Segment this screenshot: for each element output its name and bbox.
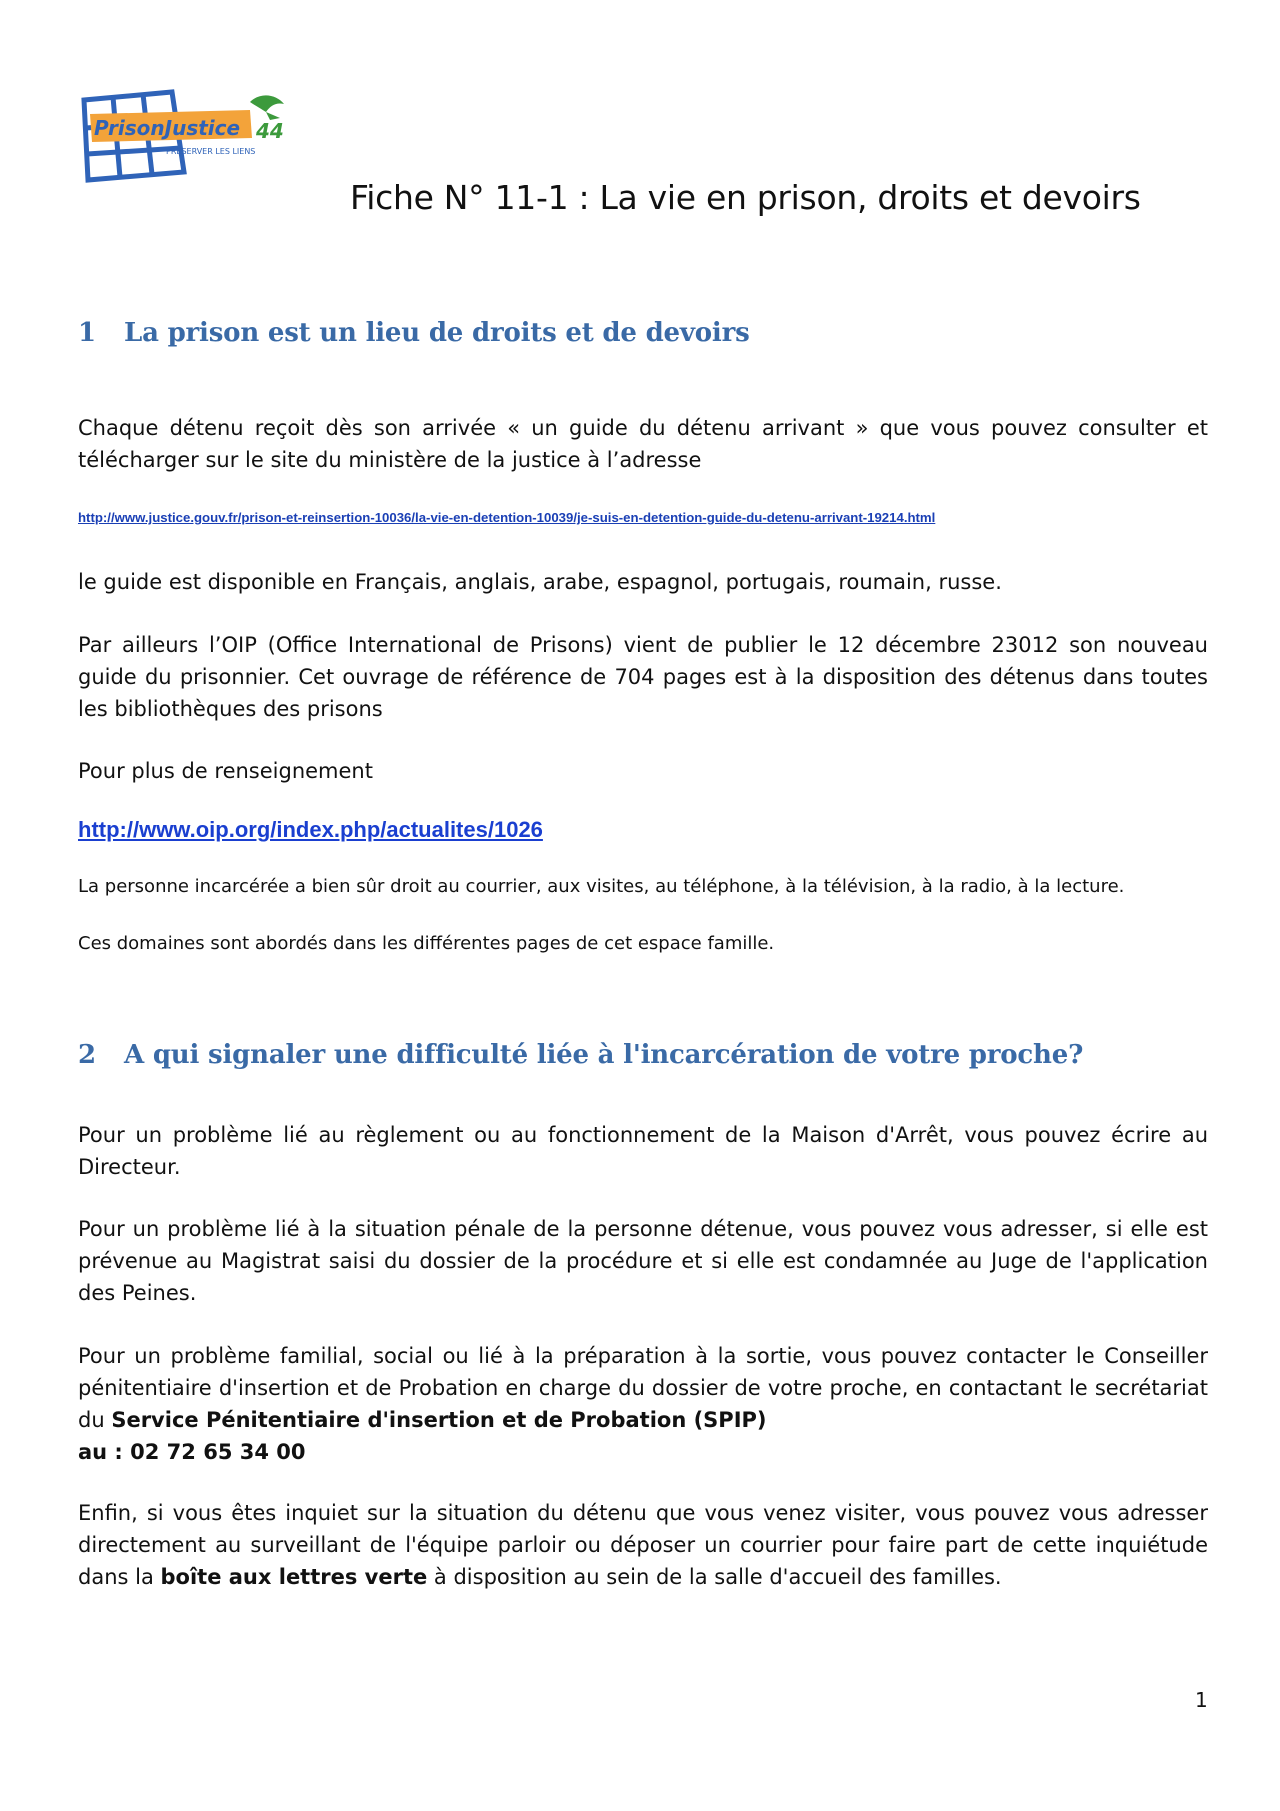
page-number: 1 bbox=[1195, 1688, 1208, 1712]
prisonjustice-logo bbox=[80, 88, 310, 188]
section-1-paragraph-6: Ces domaines sont abordés dans les différentes pages de cet espace famille. bbox=[78, 933, 775, 954]
section-2-paragraph-3 bbox=[78, 1340, 1208, 1468]
section-1-paragraph-4: Pour plus de renseignement bbox=[78, 759, 373, 783]
section-2-heading bbox=[78, 1040, 1083, 1070]
section-1-paragraph-3: Par ailleurs l’OIP (Office International de Prisons) vient de publier le 12 décembre 23012 son nouveau guide du prisonnier. Cet ouvrage de référence de 704 pages est à la disposition des détenus dans toutes les bibliothèques des prisons bbox=[78, 633, 1208, 721]
section-1-paragraph-2: le guide est disponible en Français, anglais, arabe, espagnol, portugais, roumain, russe. bbox=[78, 570, 1002, 594]
section-2-paragraph-1: Pour un problème lié au règlement ou au fonctionnement de la Maison d'Arrêt, vous pouvez écrire au Directeur. bbox=[78, 1123, 1208, 1179]
green-mailbox: boîte aux lettres verte bbox=[160, 1565, 428, 1589]
svg-text:44: 44 bbox=[256, 119, 284, 143]
oip-link[interactable]: http://www.oip.org/index.php/actualites/1026 bbox=[78, 817, 543, 842]
document-title: Fiche N° 11-1 : La vie en prison, droits et devoirs bbox=[350, 178, 1141, 217]
concern-text: Enfin, si vous êtes inquiet sur la situation du détenu que vous venez visiter, vous pouvez vous adresser directement au surveillant de l'équipe parloir ou déposer un courrier pour faire part de cette inquiétude dans la bbox=[78, 1501, 1208, 1589]
section-2-paragraph-4 bbox=[78, 1497, 1208, 1593]
section-1-number: 1 bbox=[78, 318, 96, 348]
section-1-title: La prison est un lieu de droits et de devoirs bbox=[124, 318, 750, 348]
section-2-title: A qui signaler une difficulté liée à l'incarcération de votre proche? bbox=[124, 1040, 1084, 1070]
spip-intro-text: Pour un problème familial, social ou lié à la préparation à la sortie, vous pouvez contacter le Conseiller pénitentiaire d'insertion et de Probation en charge du dossier de votre proche, en contactant le secrétariat du bbox=[78, 1344, 1208, 1432]
spip-name: Service Pénitentiaire d'insertion et de Probation (SPIP) bbox=[111, 1408, 767, 1432]
section-2-paragraph-2: Pour un problème lié à la situation pénale de la personne détenue, vous pouvez vous adresser, si elle est prévenue au Magistrat saisi du dossier de la procédure et si elle est condamnée au Juge de l'application des Peines. bbox=[78, 1217, 1208, 1305]
justice-gouv-link[interactable]: http://www.justice.gouv.fr/prison-et-reinsertion-10036/la-vie-en-detention-10039/je-suis-en-detention-guide-du-detenu-arrivant-19214.html bbox=[78, 510, 936, 525]
svg-text:PrisonJustice: PrisonJustice bbox=[94, 116, 241, 140]
section-1-paragraph-5: La personne incarcérée a bien sûr droit au courrier, aux visites, au téléphone, à la télévision, à la radio, à la lecture. bbox=[78, 876, 1125, 897]
section-1-heading bbox=[78, 318, 750, 348]
concern-text-end: à disposition au sein de la salle d'accueil des familles. bbox=[427, 1565, 1002, 1589]
svg-text:PRESERVER LES LIENS: PRESERVER LES LIENS bbox=[166, 147, 256, 156]
section-1-paragraph-1: Chaque détenu reçoit dès son arrivée « un guide du détenu arrivant » que vous pouvez consulter et télécharger sur le site du ministère de la justice à l’adresse bbox=[78, 416, 1208, 472]
section-2-number: 2 bbox=[78, 1040, 96, 1070]
spip-phone: au : 02 72 65 34 00 bbox=[78, 1440, 306, 1464]
